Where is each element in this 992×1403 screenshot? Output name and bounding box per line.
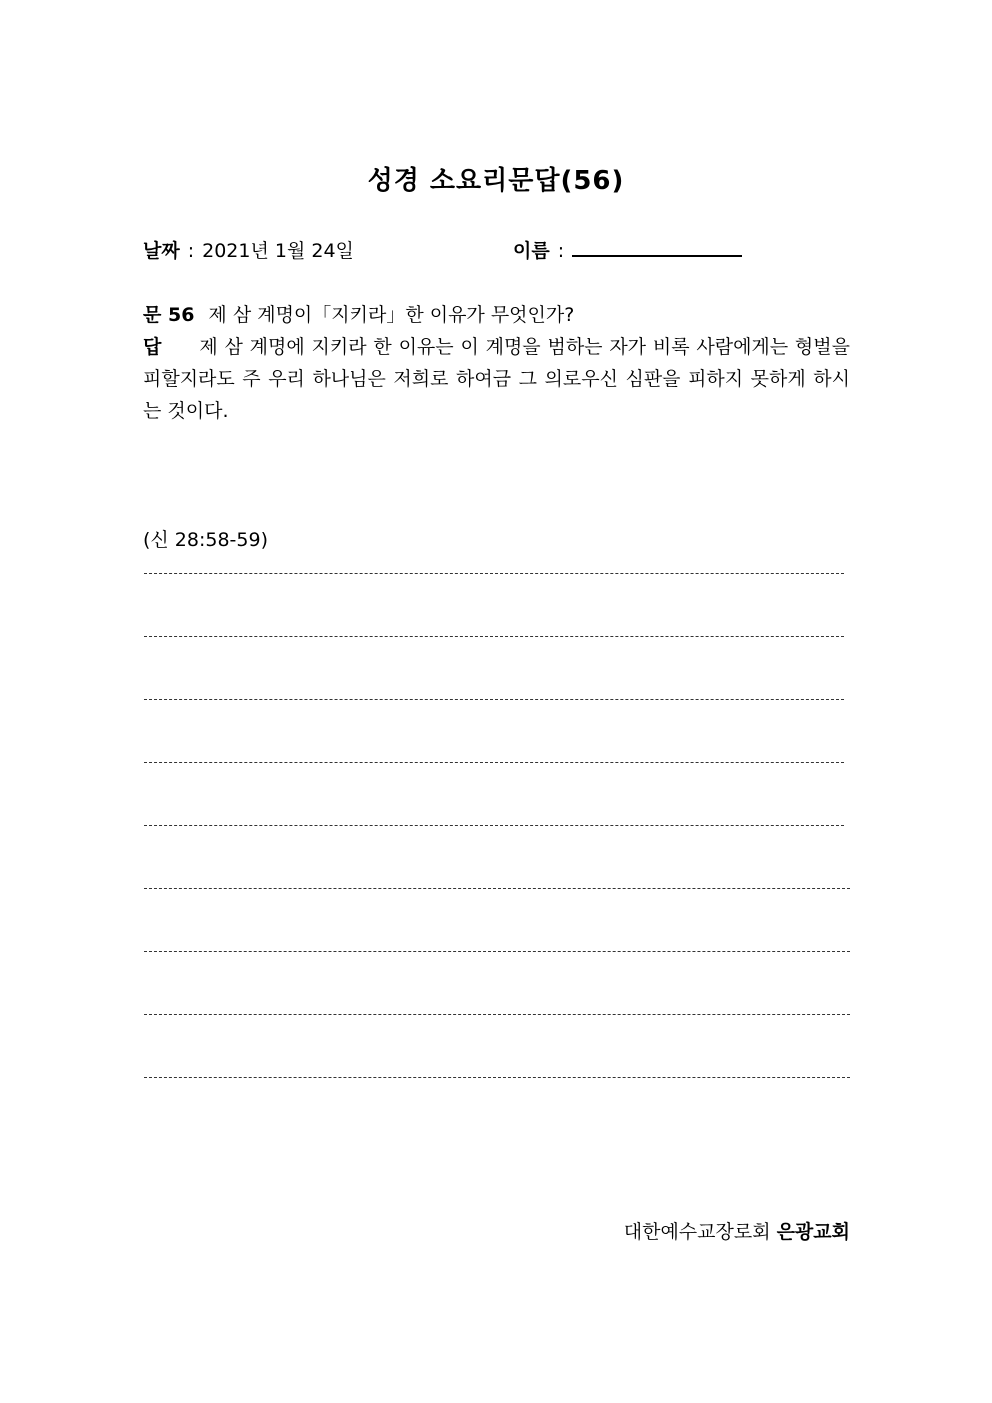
question-label: 문 56 bbox=[143, 304, 195, 326]
writing-line[interactable] bbox=[144, 573, 844, 574]
date-colon: : bbox=[187, 240, 195, 262]
name-label: 이름 bbox=[513, 240, 550, 262]
answer bbox=[143, 331, 850, 427]
page-title: 성경 소요리문답(56) bbox=[367, 166, 625, 196]
denomination-name: 대한예수교장로회 bbox=[623, 1221, 771, 1243]
name-field bbox=[513, 236, 742, 263]
date-label: 날짜 bbox=[143, 240, 180, 262]
date-field bbox=[143, 236, 354, 263]
name-colon: : bbox=[557, 240, 565, 262]
writing-line[interactable] bbox=[144, 825, 844, 826]
writing-lines bbox=[144, 573, 850, 1140]
footer bbox=[624, 1217, 850, 1244]
writing-line[interactable] bbox=[144, 888, 850, 889]
writing-line[interactable] bbox=[144, 699, 844, 700]
church-name: 은광교회 bbox=[776, 1221, 850, 1243]
answer-text: 제 삼 계명에 지키라 한 이유는 이 계명을 범하는 자가 비록 사람에게는 형벌을 피할지라도 주 우리 하나님은 저희로 하여금 그 의로우신 심판을 피하지 못하게 하시는 것이다. bbox=[143, 336, 850, 422]
meta-row bbox=[143, 236, 863, 266]
scripture-reference: (신 28:58-59) bbox=[143, 529, 269, 551]
date-value: 2021년 1월 24일 bbox=[202, 240, 354, 262]
writing-line[interactable] bbox=[144, 636, 844, 637]
writing-line[interactable] bbox=[144, 1077, 850, 1078]
writing-line[interactable] bbox=[144, 762, 844, 763]
name-blank[interactable] bbox=[572, 239, 742, 257]
writing-line[interactable] bbox=[144, 951, 850, 952]
question bbox=[143, 300, 853, 327]
question-text: 제 삼 계명이「지키라」한 이유가 무엇인가? bbox=[208, 304, 575, 326]
writing-line[interactable] bbox=[144, 1014, 850, 1015]
answer-label: 답 bbox=[143, 336, 162, 358]
